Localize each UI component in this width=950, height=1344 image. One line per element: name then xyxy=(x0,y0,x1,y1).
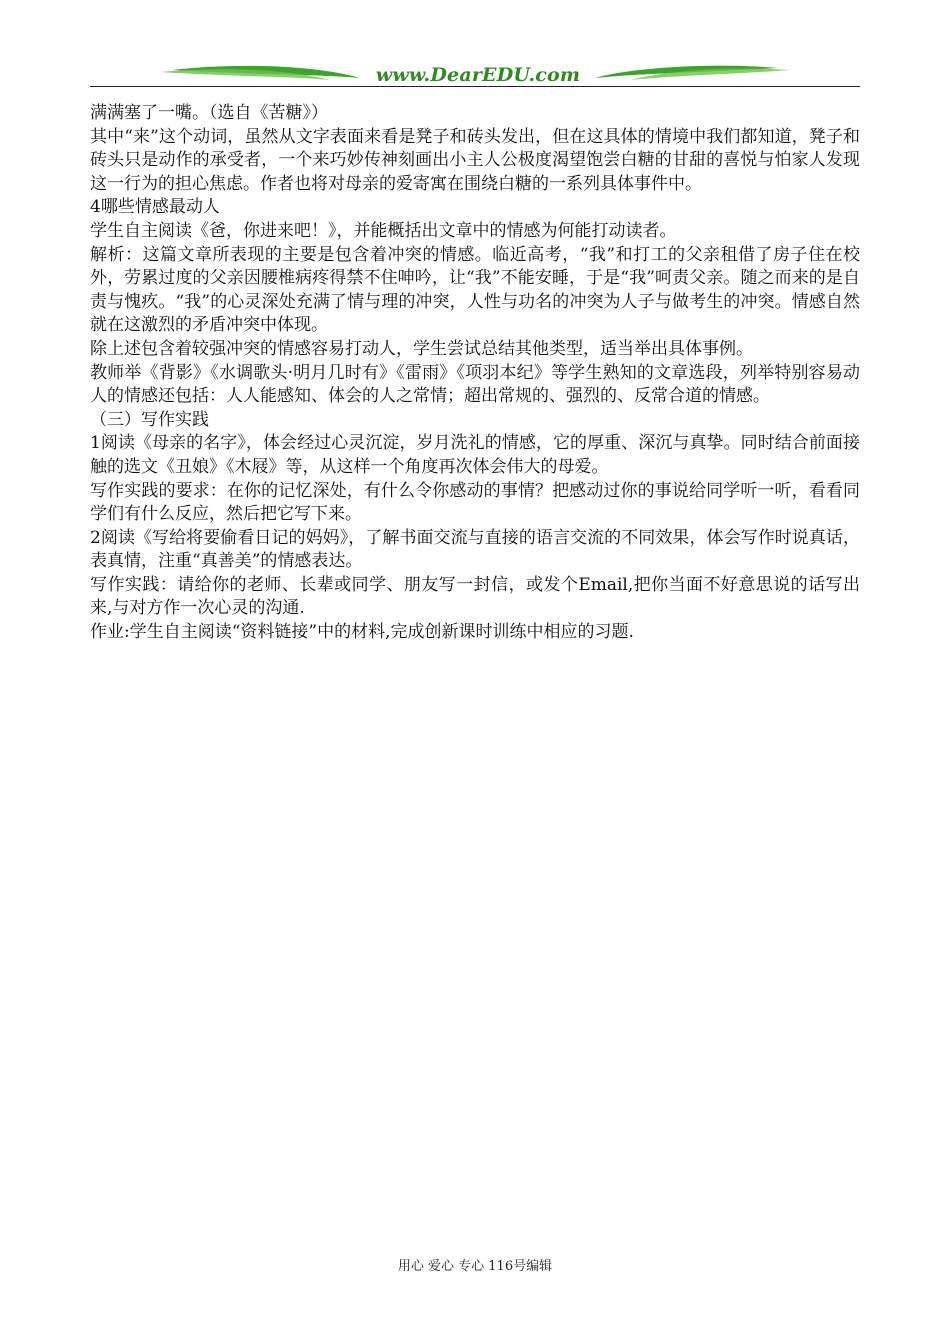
paragraph: 写作实践的要求：在你的记忆深处，有什么令你感动的事情？把感动过你的事说给同学听一听，看看同学们有什么反应，然后把它写下来。 xyxy=(90,480,860,525)
site-brand: www.DearEDU.com xyxy=(375,64,581,86)
document-body xyxy=(90,102,860,645)
paragraph: 其中“来”这个动词，虽然从文字表面来看是凳子和砖头发出，但在这具体的情境中我们都知道，凳子和砖头只是动作的承受者，一个来巧妙传神刻画出小主人公极度渴望饱尝白糖的甘甜的喜悦与怕家人发现这一行为的担心焦虑。作者也将对母亲的爱寄寓在围绕白糖的一系列具体事件中。 xyxy=(90,126,860,194)
paragraph: 学生自主阅读《爸，你进来吧！》，并能概括出文章中的情感为何能打动读者。 xyxy=(90,220,677,241)
paragraph: 作业:学生自主阅读“资料链接”中的材料,完成创新课时训练中相应的习题. xyxy=(90,622,634,643)
paragraph: 2阅读《写给将要偷看日记的妈妈》，了解书面交流与直接的语言交流的不同效果，体会写作时说真话，表真情，注重“真善美”的情感表达。 xyxy=(90,527,860,572)
paragraph: 满满塞了一嘴。（选自《苦糖》） xyxy=(90,103,328,123)
paragraph: 除上述包含着较强冲突的情感容易打动人，学生尝试总结其他类型，适当举出具体事例。 xyxy=(90,338,753,359)
paragraph: 解析：这篇文章所表现的主要是包含着冲突的情感。临近高考，“我”和打工的父亲租借了房子住在校外，劳累过度的父亲因腰椎病疼得禁不住呻吟，让“我”不能安睡，于是“我”呵责父亲。随之而来的是自责与愧疚。“我”的心灵深处充满了情与理的冲突，人性与功名的冲突为人子与做考生的冲突。情感自然就在这激烈的矛盾冲突中体现。 xyxy=(90,244,860,336)
section-heading: （三）写作实践 xyxy=(90,409,209,430)
section-heading: 4哪些情感最动人 xyxy=(90,197,220,218)
paragraph: 教师举《背影》《水调歌头·明月几时有》《雷雨》《项羽本纪》等学生熟知的文章选段，列举特别容易动人的情感还包括：人人能感知、体会的人之常情；超出常规的、强烈的、反常合道的情感。 xyxy=(90,362,860,407)
page-footer: 用心 爱心 专心 116号编辑 xyxy=(397,1259,553,1274)
header-divider xyxy=(90,86,860,87)
paragraph: 1阅读《母亲的名字》，体会经过心灵沉淀，岁月洗礼的情感，它的厚重、深沉与真挚。同时结合前面接触的选文《丑娘》《木屐》等，从这样一个角度再次体会伟大的母爱。 xyxy=(90,433,860,477)
paragraph: 写作实践：请给你的老师、长辈或同学、朋友写一封信，或发个Email,把你当面不好意思说的话写出来,与对方作一次心灵的沟通. xyxy=(90,574,860,619)
